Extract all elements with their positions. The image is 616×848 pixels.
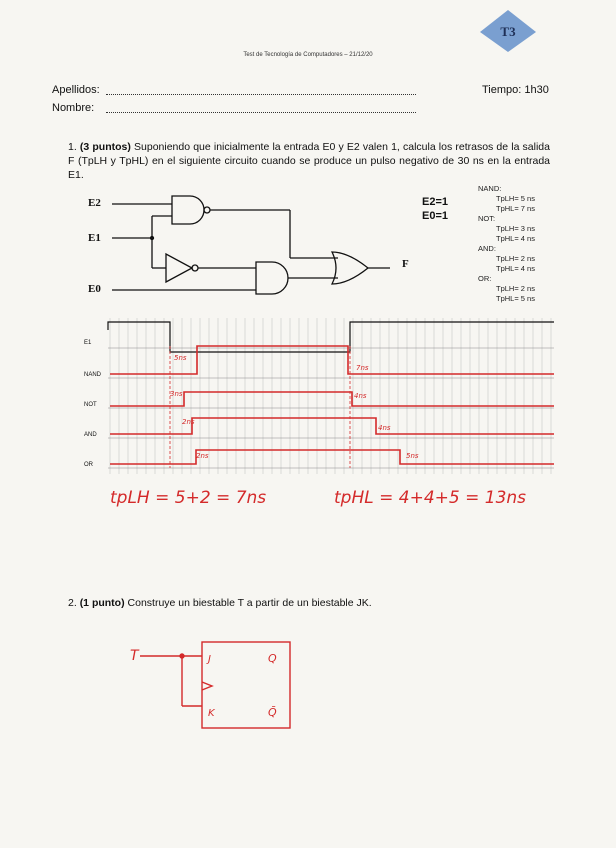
delay-and-hl: TpHL= 4 ns	[496, 264, 535, 273]
ann-and-2ns: 2ns	[182, 418, 195, 426]
jk-flipflop-drawing	[120, 636, 320, 736]
q1-text: Suponiendo que inicialmente la entrada E0 y E2 valen 1, calcula los retrasos de la salida F (TpLH y TpHL) en el siguiente circuito cuando se produce un pulso negativo de 30 ns en la entrada E1.	[68, 141, 550, 181]
question-2	[68, 596, 550, 610]
delay-and-lh: TpLH= 2 ns	[496, 254, 535, 263]
delay-nand-label: NAND:	[478, 184, 502, 193]
initial-e2: E2=1	[422, 196, 448, 208]
ff-k: K	[208, 708, 215, 719]
delay-not-hl: TpHL= 4 ns	[496, 234, 535, 243]
name-field[interactable]	[106, 102, 416, 113]
output-f: F	[402, 258, 409, 270]
signal-e1: E1	[84, 340, 92, 346]
delay-not-label: NOT:	[478, 214, 496, 223]
question-1	[68, 140, 550, 182]
answer-tplh: tpLH = 5+2 = 7ns	[110, 488, 267, 508]
delay-or-lh: TpLH= 2 ns	[496, 284, 535, 293]
input-e2: E2	[88, 197, 101, 209]
timing-diagram	[80, 318, 560, 480]
signal-and: AND	[84, 432, 97, 438]
surname-field[interactable]	[106, 84, 416, 95]
ann-or-5ns: 5ns	[406, 452, 419, 460]
delay-nand-hl: TpHL= 7 ns	[496, 204, 535, 213]
exam-title: Test de Tecnología de Computadores – 21/12/20	[243, 52, 373, 58]
ann-nand-7ns: 7ns	[356, 364, 369, 372]
signal-nand: NAND	[84, 372, 102, 378]
delay-nand-lh: TpLH= 5 ns	[496, 194, 535, 203]
q2-points: (1 punto)	[79, 597, 125, 609]
ann-not-3ns: 3ns	[170, 390, 183, 398]
q1-number: 1.	[68, 141, 77, 153]
ann-not-4ns: 4ns	[354, 392, 367, 400]
input-e0: E0	[88, 283, 101, 295]
name-label: Nombre:	[52, 102, 95, 114]
ann-or-2ns: 2ns	[196, 452, 209, 460]
input-e1: E1	[88, 232, 101, 244]
time-label: Tiempo: 1h30	[482, 84, 549, 96]
logo-text: T3	[500, 24, 516, 39]
answer-tphl: tpHL = 4+4+5 = 13ns	[334, 488, 527, 508]
surname-label: Apellidos:	[52, 84, 100, 96]
delay-table	[478, 184, 558, 304]
delay-and-label: AND:	[478, 244, 496, 253]
delay-or-hl: TpHL= 5 ns	[496, 294, 535, 303]
delay-not-lh: TpLH= 3 ns	[496, 224, 535, 233]
q2-number: 2.	[68, 597, 77, 609]
initial-e0: E0=1	[422, 210, 448, 222]
ann-nand-5ns: 5ns	[174, 354, 187, 362]
q1-points: (3 puntos)	[79, 141, 131, 153]
signal-not: NOT	[84, 402, 97, 408]
delay-or-label: OR:	[478, 274, 492, 283]
circuit-diagram	[80, 190, 420, 310]
ff-input-t: T	[130, 648, 139, 664]
ff-q: Q	[268, 652, 277, 665]
q2-text: Construye un biestable T a partir de un biestable JK.	[127, 597, 372, 609]
signal-or: OR	[84, 462, 93, 468]
ann-and-4ns: 4ns	[378, 424, 391, 432]
logo-t3	[478, 8, 538, 54]
ff-j: J	[208, 654, 211, 665]
ff-qbar: Q̄	[268, 706, 277, 719]
